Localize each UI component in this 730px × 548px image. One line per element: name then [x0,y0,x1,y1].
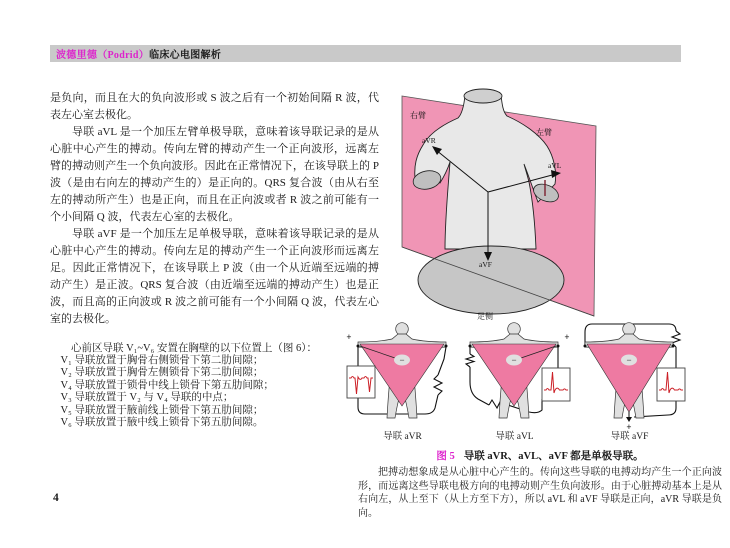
paragraph-continuation: 是负向，而且在大的负向波形或 S 波之后有一个初始间隔 R 波，代表左心室去极化。 [50,92,379,121]
minus-sign: − [399,355,405,365]
plus-sign: + [564,332,570,342]
paragraph-avf: 导联 aVF 是一个加压左足单极导联，意味着该导联记录的是从心脏中心产生的搏动。传向左足的搏动产生一个正向波形而远离左足。因此正常情况下，在该导联上 P 波（由一个从近端至远端的搏动产生）是正波。QRS 复合波（由近端至远端的搏动产生）也是正波，而且高的正向波或 R 波之前可能有一个小间隔 Q 波，代表左心室的去极化。 [50,228,379,325]
paragraph-avl: 导联 aVL 是一个加压左臂单极导联，意味着该导联记录的是从心脏中心产生的搏动。传向左臂的搏动产生一个正向波形，远离左臂的搏动则产生一个负向波形。因此在正常情况下，在该导联上的 P 波（是由右向左的搏动产生的）是正向的。QRS 复合波（由从右至左的搏动所产生）也是正向，而且在正向波或者 R 波之前可能有一个小间隔 Q 波，代表左心室的去极化。 [50,126,379,223]
waist-cut-section [418,246,564,314]
ecg-strip-box [657,368,685,401]
electrode-dot-left [357,345,360,348]
chest-lead-item-v2: V₂ 导联放置于胸骨左侧锁骨下第二肋间隙； [60,367,264,379]
foot-arrow [626,412,632,422]
book-title-rest: 临床心电图解析 [149,50,222,61]
left-arm-label: 左臂 [536,128,552,137]
chest-lead-item-v1: V₁ 导联放置于胸骨右侧锁骨下第二肋间隙； [60,355,264,366]
electrode-dot-right [445,345,448,348]
foot-side-label: 足侧 [477,312,493,321]
plus-sign: + [626,422,632,432]
chest-lead-item-v5: V₅ 导联放置于腋前线上锁骨下第五肋间隙； [60,404,264,416]
avl-label: aVL [548,161,562,170]
figure-number: 图 5 [436,451,455,462]
head [508,323,521,336]
figure-title-text: 导联 aVR、aVL、aVF 都是单极导联。 [463,451,644,462]
plus-sign: + [346,332,352,342]
figure-caption-body: 把搏动想象成是从心脏中心产生的。传向这些导联的电搏动均产生一个正向波形，而远离这些导联电极方向的电搏动则产生负向波形。由于心脏搏动基本上是从右向左，从上至下（从上方至下方），所以 aVL 和 aVF 导联是正向，aVR 导联是负向。 [358,467,722,519]
chest-lead-item-v3: V₃ 导联放置于 V₂ 与 V₄ 导联的中点； [60,392,234,404]
avf-label: aVF [479,260,492,269]
chest-leads-intro: 心前区导联 V₁~V₆ 安置在胸壁的以下位置上（图 6）： [71,343,318,354]
body-text-column [50,90,379,429]
page-header-bar [50,45,681,62]
electrode-dot-right [672,345,675,348]
lead-avr-figure [345,320,460,432]
minus-sign: − [511,355,517,365]
figure-caption-title [358,448,722,463]
neck-cut-section [464,89,502,103]
torso-frontal-plane-figure [388,84,722,330]
electrode-dot-left [584,345,587,348]
minus-sign: − [626,355,632,365]
right-arm-label: 右臂 [410,111,426,120]
lead-avl-figure [457,320,572,432]
book-title-author: 波德里德（Podrid） [56,50,150,61]
page-number: 4 [53,492,59,504]
head [623,323,636,336]
figure-caption [358,448,722,520]
lead-avf-caption: 导联 aVF [610,432,649,442]
lead-avr-caption: 导联 aVR [383,432,422,442]
avr-label: aVR [422,136,436,145]
lead-avl-caption: 导联 aVL [495,432,534,442]
lead-avf-figure [572,320,687,432]
ecg-strip-box [542,368,570,401]
electrode-dot-right [557,345,560,348]
chest-lead-item-v4: V₄ 导联放置于锁骨中线上锁骨下第五肋间隙； [60,379,274,391]
electrode-dot-left [469,345,472,348]
chest-lead-item-v6: V₆ 导联放置于腋中线上锁骨下第五肋间隙。 [60,417,264,429]
chest-leads-list [50,342,379,429]
head [396,323,409,336]
book-title [56,46,221,61]
